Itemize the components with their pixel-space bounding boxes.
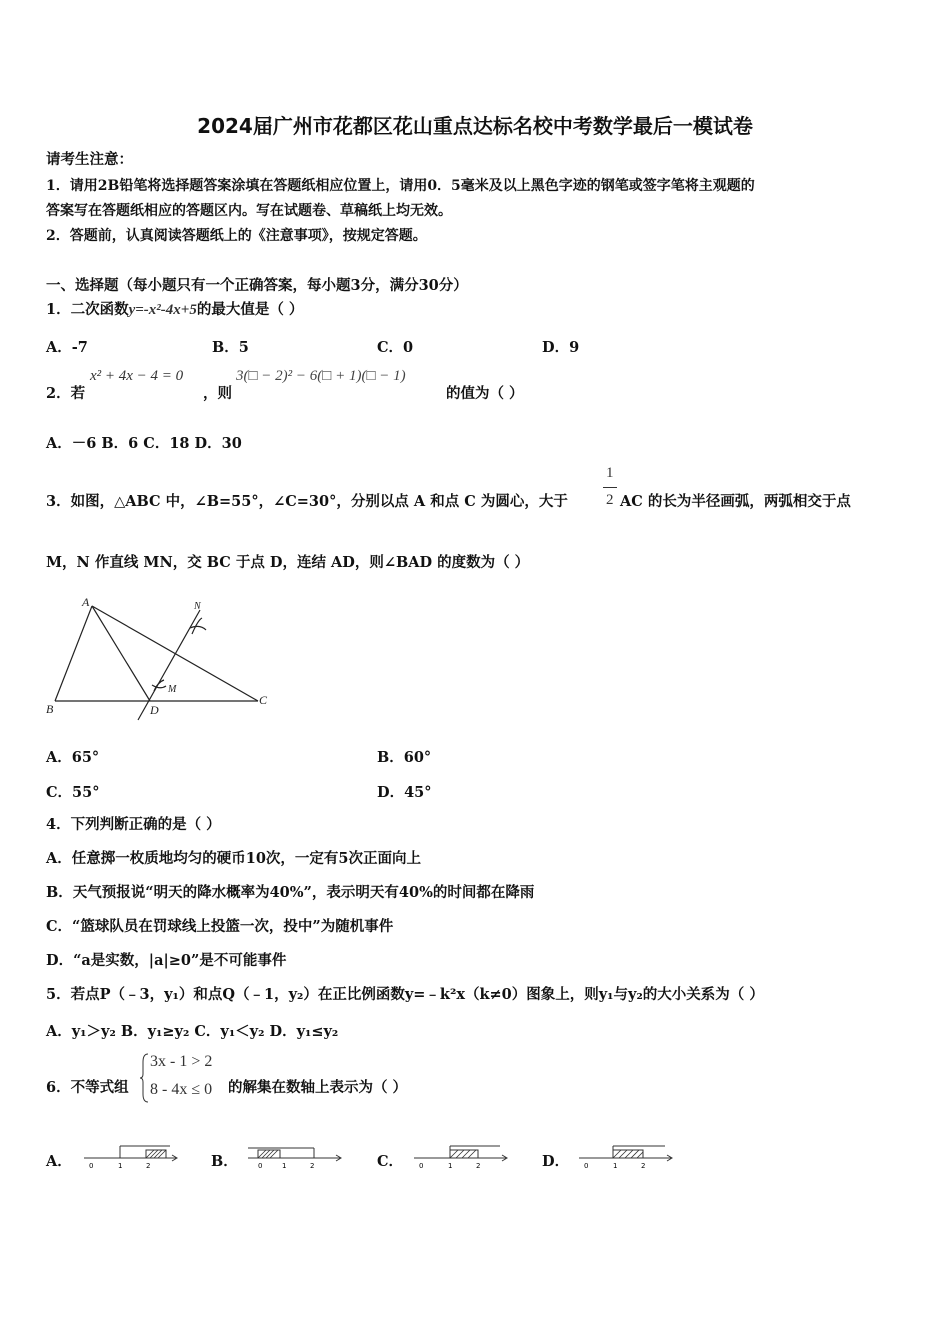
tick-0: 0 <box>89 1162 94 1170</box>
q1-option-b: B．5 <box>212 339 249 356</box>
notice-line-1a: 1．请用2B铅笔将选择题答案涂填在答题纸相应位置上，请用0．5毫米及以上黑色字迹的钢笔或签字笔将主观题的 <box>46 178 755 194</box>
q3-fraction-numerator: 1 <box>606 465 614 481</box>
system-brace <box>140 1052 148 1104</box>
q2-equation-1: x² + 4x − 4 = 0 <box>90 368 184 384</box>
q4-option-d: D．“a是实数，|a|≥0”是不可能事件 <box>46 952 287 969</box>
q3-triangle-figure <box>40 590 280 730</box>
q2-stem-b: ，则 <box>203 385 232 402</box>
tick-1: 1 <box>448 1162 453 1170</box>
label-b: B <box>46 702 54 716</box>
tick-0: 0 <box>258 1162 263 1170</box>
side-ab <box>55 606 92 701</box>
q6-numberline-d <box>575 1140 675 1172</box>
q3-fraction-denominator: 2 <box>606 492 614 508</box>
tick-1: 1 <box>118 1162 123 1170</box>
tick-0: 0 <box>584 1162 589 1170</box>
q1-option-a: A．-7 <box>46 339 88 356</box>
q6-numberline-c <box>410 1140 510 1172</box>
label-d: D <box>150 703 159 717</box>
question-1-stem <box>46 300 303 320</box>
q1-stem-b: 的最大值是（ ） <box>196 301 304 318</box>
tick-2: 2 <box>641 1162 646 1170</box>
q4-option-c: C．“篮球队员在罚球线上投篮一次，投中”为随机事件 <box>46 918 394 935</box>
arc-n-1 <box>190 626 206 630</box>
label-n: N <box>194 601 201 612</box>
q6-numberline-b <box>244 1140 344 1172</box>
q3-line-1: 3．如图，△ABC 中，∠B=55°，∠C=30°，分别以点 A 和点 C 为圆心，大于 <box>46 493 568 510</box>
notice-line-2: 2．答题前，认真阅读答题纸上的《注意事项》，按规定答题。 <box>46 228 427 244</box>
q6-option-c: C． <box>377 1153 404 1170</box>
q2-equation-2: 3(□ − 2)² − 6(□ + 1)(□ − 1) <box>236 368 406 384</box>
q3-fraction-bar <box>603 487 617 488</box>
q1-option-d: D．9 <box>542 339 580 356</box>
q3-option-a: A．65° <box>46 749 100 766</box>
q6-stem-a: 6．不等式组 <box>46 1079 129 1096</box>
tick-2: 2 <box>146 1162 151 1170</box>
section-heading: 一、选择题（每小题只有一个正确答案，每小题3分，满分30分） <box>46 277 468 294</box>
q6-numberline-a <box>80 1140 180 1172</box>
segment-ad <box>92 606 150 701</box>
q5-stem: 5．若点P（﹣3，y₁）和点Q（﹣1，y₂）在正比例函数y=﹣k²x（k≠0）图象上，则y₁与y₂的大小关系为（ ） <box>46 986 764 1003</box>
q6-option-b: B． <box>211 1153 238 1170</box>
tick-1: 1 <box>613 1162 618 1170</box>
label-a: A <box>82 595 90 609</box>
q3-line-2: M，N 作直线 MN，交 BC 于点 D，连结 AD，则∠BAD 的度数为（ ） <box>46 554 530 571</box>
q3-option-c: C．55° <box>46 784 100 801</box>
q2-stem-a: 2．若 <box>46 385 86 402</box>
q3-option-b: B．60° <box>377 749 432 766</box>
tick-0: 0 <box>419 1162 424 1170</box>
tick-2: 2 <box>310 1162 315 1170</box>
line-mn <box>138 610 200 720</box>
label-m: M <box>168 684 177 695</box>
q1-stem-a: 1．二次函数 <box>46 301 129 318</box>
q6-inequality-2: 8 - 4x ≤ 0 <box>150 1081 213 1098</box>
page-title: 2024届广州市花都区花山重点达标名校中考数学最后一模试卷 <box>197 114 753 138</box>
q6-inequality-1: 3x - 1 > 2 <box>150 1053 213 1070</box>
tick-1: 1 <box>282 1162 287 1170</box>
q4-option-a: A．任意掷一枚质地均匀的硬币10次，一定有5次正面向上 <box>46 850 422 867</box>
q1-formula: y=-x²-4x+5 <box>128 302 197 318</box>
q6-stem-b: 的解集在数轴上表示为（ ） <box>228 1079 408 1096</box>
q1-option-c: C．0 <box>377 339 414 356</box>
q6-option-a: A． <box>46 1153 72 1170</box>
notice-line-1b: 答案写在答题纸相应的答题区内。写在试题卷、草稿纸上均无效。 <box>46 203 452 219</box>
label-c: C <box>259 693 268 707</box>
tick-2: 2 <box>476 1162 481 1170</box>
q4-option-b: B．天气预报说“明天的降水概率为40%”，表示明天有40%的时间都在降雨 <box>46 884 535 901</box>
notice-heading: 请考生注意： <box>46 151 133 168</box>
arc-m-1 <box>152 685 166 688</box>
q2-stem-c: 的值为（ ） <box>446 385 524 402</box>
q5-options: A．y₁＞y₂ B．y₁≥y₂ C．y₁＜y₂ D．y₁≤y₂ <box>46 1023 339 1040</box>
q3-line-1-end: AC 的长为半径画弧，两弧相交于点 <box>620 493 851 510</box>
q2-options: A．－6 B．6 C．18 D．30 <box>46 435 242 452</box>
q3-option-d: D．45° <box>377 784 432 801</box>
q4-stem: 4．下列判断正确的是（ ） <box>46 816 221 833</box>
q6-option-d: D． <box>542 1153 570 1170</box>
